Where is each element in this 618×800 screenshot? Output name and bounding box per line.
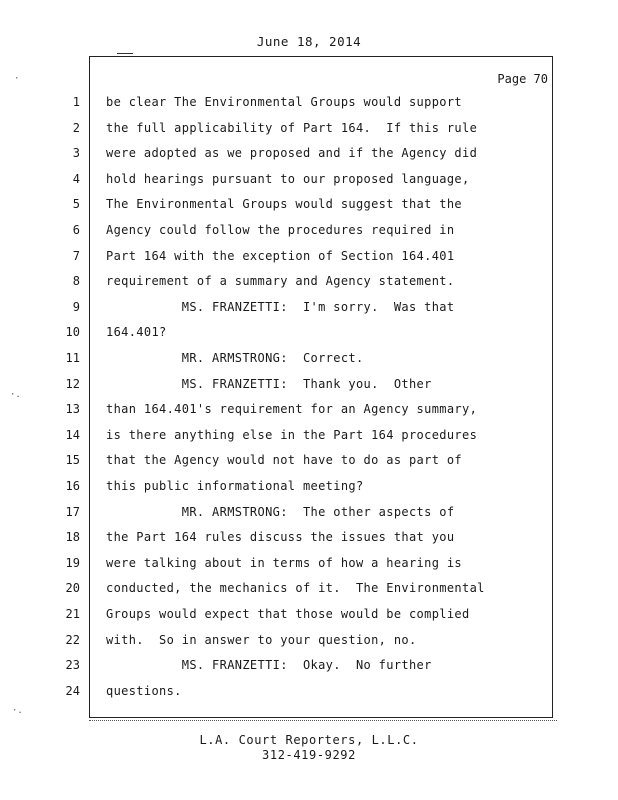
- line-text: MR. ARMSTRONG: The other aspects of: [106, 505, 455, 519]
- line-text: that the Agency would not have to do as part of: [106, 453, 463, 467]
- page-number: Page 70: [497, 72, 548, 86]
- line-text: be clear The Environmental Groups would support: [106, 95, 463, 109]
- line-text: requirement of a summary and Agency statement.: [106, 274, 455, 288]
- line-number: 15: [65, 453, 80, 467]
- frame-corner-mark: [117, 53, 133, 54]
- line-text: were talking about in terms of how a hearing is: [106, 556, 463, 570]
- line-number: 18: [65, 530, 80, 544]
- line-number: 5: [72, 197, 80, 211]
- line-number: 2: [72, 121, 80, 135]
- line-text: MS. FRANZETTI: I'm sorry. Was that: [106, 300, 455, 314]
- footer-phone: 312-419-9292: [262, 748, 356, 762]
- margin-mark: ·.: [10, 390, 21, 400]
- line-number: 4: [72, 172, 80, 186]
- line-text: MS. FRANZETTI: Okay. No further: [106, 658, 432, 672]
- line-text: MS. FRANZETTI: Thank you. Other: [106, 377, 432, 391]
- line-text: Part 164 with the exception of Section 164.401: [106, 249, 455, 263]
- line-number: 7: [72, 249, 80, 263]
- line-number: 11: [65, 351, 80, 365]
- line-text: than 164.401's requirement for an Agency summary,: [106, 402, 478, 416]
- transcript-date: June 18, 2014: [256, 34, 362, 49]
- line-number: 6: [72, 223, 80, 237]
- line-text: Groups would expect that those would be complied: [106, 607, 470, 621]
- line-number: 3: [72, 146, 80, 160]
- bottom-rule: [89, 716, 557, 721]
- line-number: 14: [65, 428, 80, 442]
- line-text: conducted, the mechanics of it. The Environmental: [106, 581, 485, 595]
- line-number: 1: [72, 95, 80, 109]
- line-number: 19: [65, 556, 80, 570]
- line-text: 164.401?: [106, 325, 167, 339]
- line-number: 21: [65, 607, 80, 621]
- line-number: 9: [72, 300, 80, 314]
- line-text: questions.: [106, 684, 182, 698]
- line-number: 8: [72, 274, 80, 288]
- line-number: 13: [65, 402, 80, 416]
- line-number: 23: [65, 658, 80, 672]
- line-number: 10: [65, 325, 80, 339]
- line-text: is there anything else in the Part 164 procedures: [106, 428, 478, 442]
- line-text: MR. ARMSTRONG: Correct.: [106, 351, 364, 365]
- margin-mark: ·.: [12, 706, 23, 716]
- line-text: were adopted as we proposed and if the Agency did: [106, 146, 478, 160]
- line-text: Agency could follow the procedures required in: [106, 223, 455, 237]
- line-number: 12: [65, 377, 80, 391]
- line-number: 22: [65, 633, 80, 647]
- line-number: 24: [65, 684, 80, 698]
- line-number: 17: [65, 505, 80, 519]
- footer-company: L.A. Court Reporters, L.L.C.: [199, 733, 419, 747]
- line-number: 20: [65, 581, 80, 595]
- line-text: the Part 164 rules discuss the issues that you: [106, 530, 455, 544]
- margin-mark: ·: [14, 74, 20, 84]
- line-text: hold hearings pursuant to our proposed language,: [106, 172, 470, 186]
- line-text: this public informational meeting?: [106, 479, 364, 493]
- line-text: with. So in answer to your question, no.: [106, 633, 417, 647]
- line-number: 16: [65, 479, 80, 493]
- line-text: The Environmental Groups would suggest that the: [106, 197, 463, 211]
- line-text: the full applicability of Part 164. If this rule: [106, 121, 478, 135]
